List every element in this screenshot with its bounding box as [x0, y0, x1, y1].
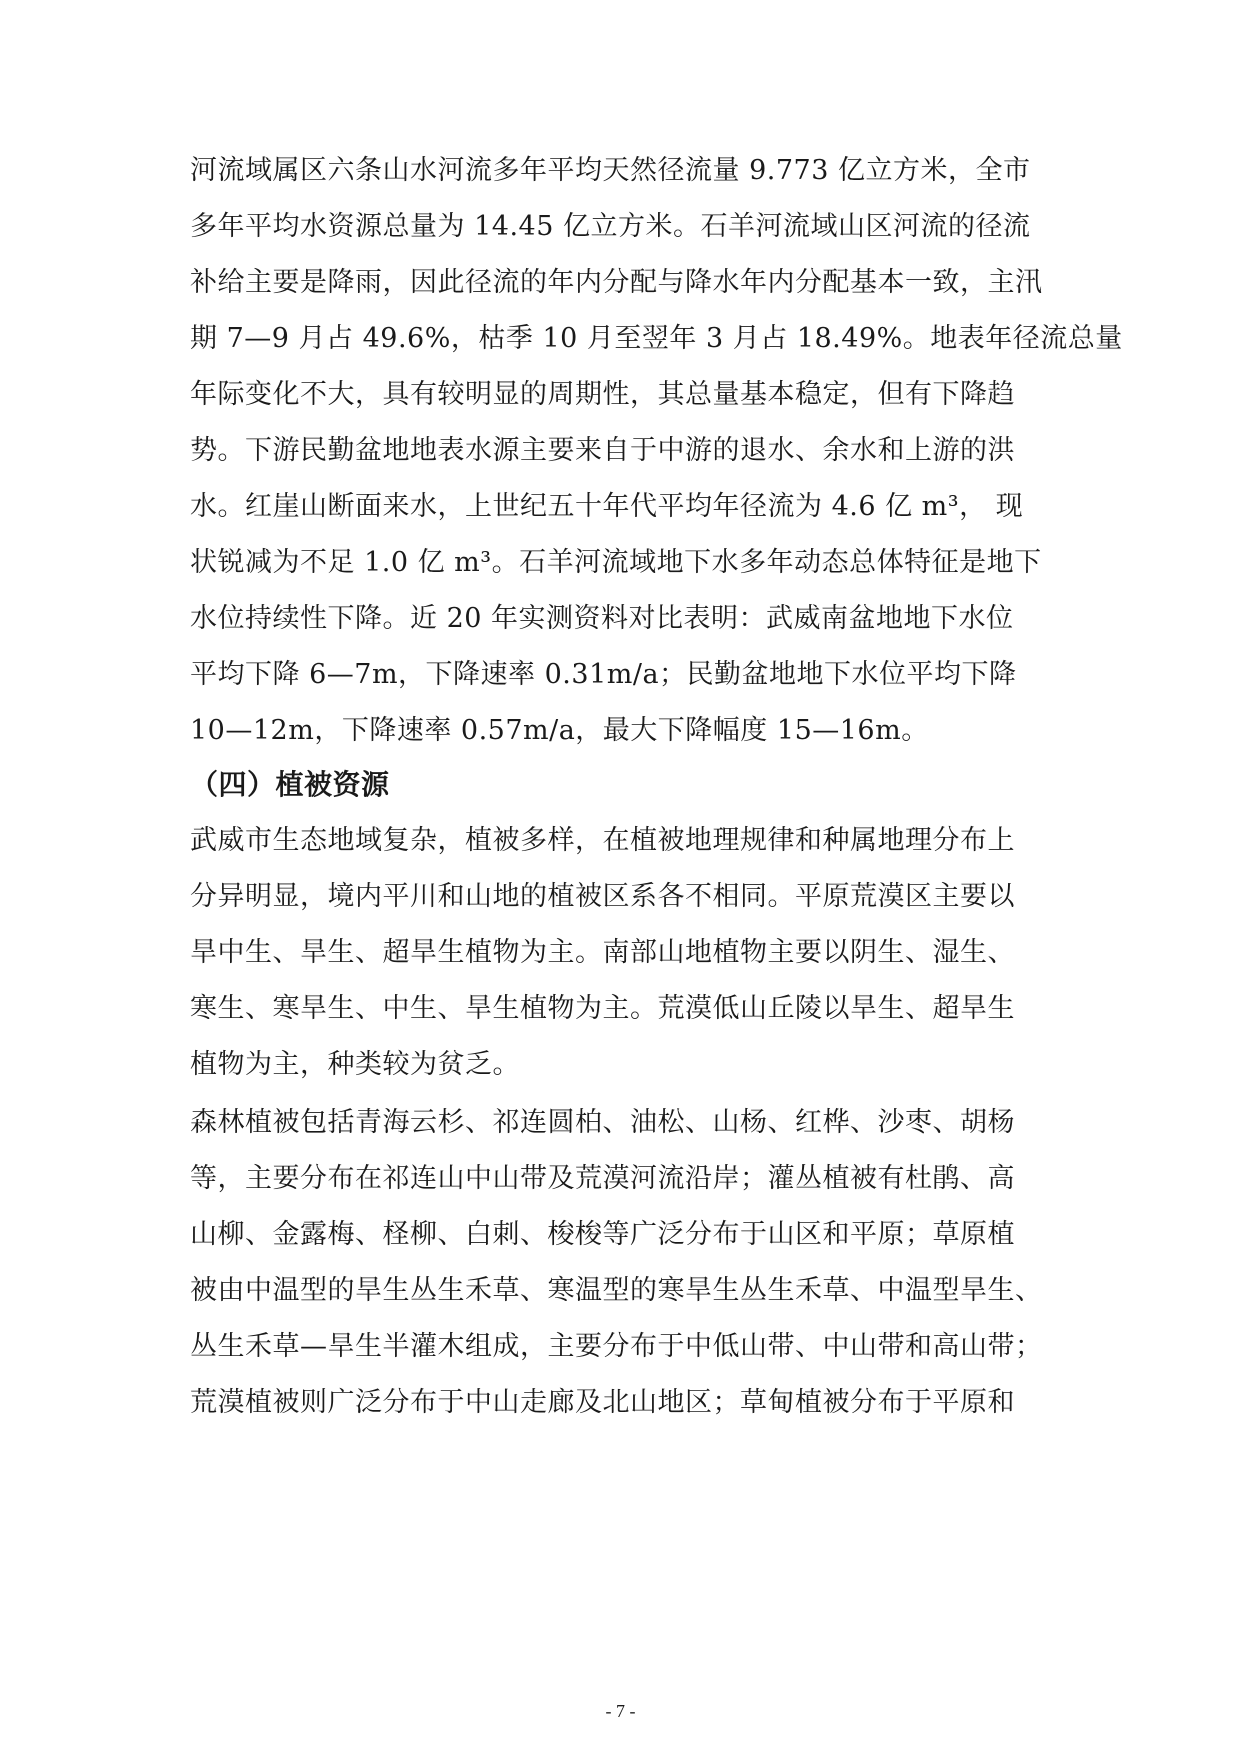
paragraph-line: 河流域属区六条山水河流多年平均天然径流量 9.773 亿立方米，全市: [190, 155, 1031, 186]
paragraph-line: 被由中温型的旱生丛生禾草、寒温型的寒旱生丛生禾草、中温型旱生、: [190, 1275, 1043, 1306]
paragraph-line: 期 7—9 月占 49.6%，枯季 10 月至翌年 3 月占 18.49%。地表年径流总量: [190, 323, 1123, 354]
paragraph-line: 状锐减为不足 1.0 亿 m³。石羊河流域地下水多年动态总体特征是地下: [190, 547, 1042, 578]
section-heading: （四）植被资源: [190, 768, 390, 801]
paragraph-line: 10—12m，下降速率 0.57m/a，最大下降幅度 15—16m。: [190, 715, 929, 746]
paragraph-line: 山柳、金露梅、柽柳、白刺、梭梭等广泛分布于山区和平原；草原植: [190, 1219, 1015, 1250]
paragraph-line: 多年平均水资源总量为 14.45 亿立方米。石羊河流域山区河流的径流: [190, 211, 1031, 242]
paragraph-line: 丛生禾草—旱生半灌木组成，主要分布于中低山带、中山带和高山带；: [190, 1331, 1043, 1362]
paragraph-line: 荒漠植被则广泛分布于中山走廊及北山地区；草甸植被分布于平原和: [190, 1387, 1015, 1418]
page-number: - 7 -: [605, 1701, 636, 1721]
paragraph-line: 平均下降 6—7m，下降速率 0.31m/a；民勤盆地地下水位平均下降: [190, 659, 1017, 690]
paragraph-line: 武威市生态地域复杂，植被多样，在植被地理规律和种属地理分布上: [190, 825, 1015, 856]
paragraph-line: 水位持续性下降。近 20 年实测资料对比表明：武威南盆地地下水位: [190, 603, 1014, 634]
paragraph-line: 森林植被包括青海云杉、祁连圆柏、油松、山杨、红桦、沙枣、胡杨: [190, 1107, 1015, 1138]
paragraph-line: 水。红崖山断面来水，上世纪五十年代平均年径流为 4.6 亿 m³， 现: [190, 491, 1024, 522]
paragraph-line: 势。下游民勤盆地地表水源主要来自于中游的退水、余水和上游的洪: [190, 435, 1015, 466]
paragraph-line: 等，主要分布在祁连山中山带及荒漠河流沿岸；灌丛植被有杜鹃、高: [190, 1163, 1015, 1194]
paragraph-line: 植物为主，种类较为贫乏。: [190, 1049, 520, 1080]
paragraph-line: 分异明显，境内平川和山地的植被区系各不相同。平原荒漠区主要以: [190, 881, 1015, 912]
paragraph-line: 年际变化不大，具有较明显的周期性，其总量基本稳定，但有下降趋: [190, 379, 1015, 410]
paragraph-line: 旱中生、旱生、超旱生植物为主。南部山地植物主要以阴生、湿生、: [190, 937, 1015, 968]
paragraph-line: 寒生、寒旱生、中生、旱生植物为主。荒漠低山丘陵以旱生、超旱生: [190, 993, 1015, 1024]
paragraph-line: 补给主要是降雨，因此径流的年内分配与降水年内分配基本一致，主汛: [190, 267, 1043, 298]
